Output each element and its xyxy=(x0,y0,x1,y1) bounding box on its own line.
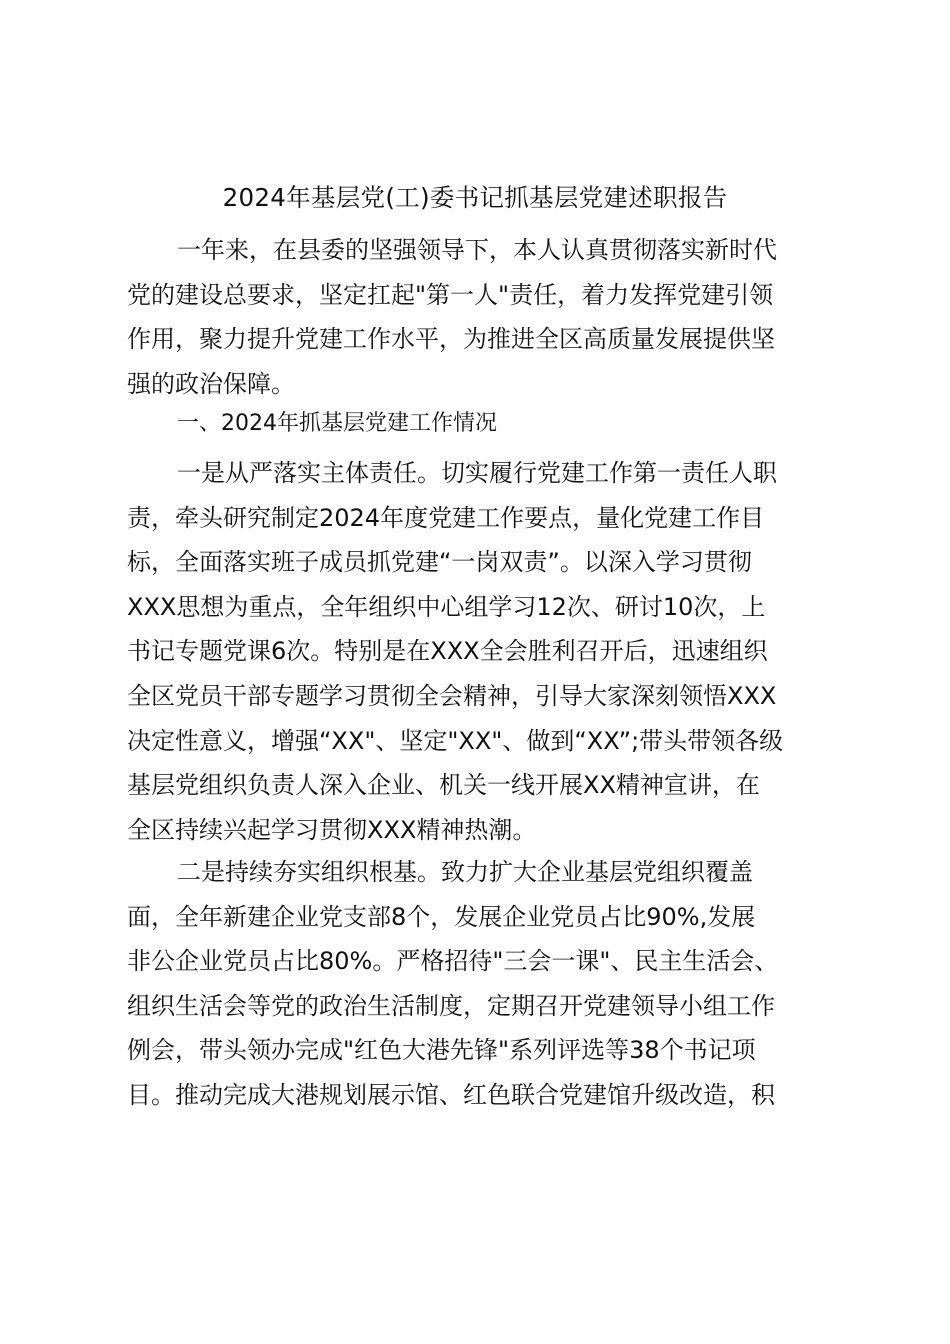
text-line: 一是从严落实主体责任。切实履行党建工作第一责任人职 xyxy=(177,459,777,487)
text-line: 一年来，在县委的坚强领导下，本人认真贯彻落实新时代 xyxy=(177,236,777,264)
section-heading: 一、2024年抓基层党建工作情况 xyxy=(177,411,497,436)
point-two-paragraph xyxy=(127,850,832,1118)
text-line: 二是持续夯实组织根基。致力扩大企业基层党组织覆盖 xyxy=(177,858,753,886)
text-line: 非公企业党员占比80%。严格招待"三会一课"、民主生活会、 xyxy=(127,947,779,976)
text-line: 强的政治保障。 xyxy=(127,369,295,398)
text-line: 决定性意义，增强“XX"、坚定"XX"、做到“XX”;带头带领各级 xyxy=(127,726,784,755)
document-title: 2024年基层党(工)委书记抓基层党建述职报告 xyxy=(222,183,728,212)
text-line: 作用，聚力提升党建工作水平，为推进全区高质量发展提供坚 xyxy=(127,325,775,354)
text-line: 目。推动完成大港规划展示馆、红色联合党建馆升级改造，积 xyxy=(127,1080,775,1109)
text-line: 全区持续兴起学习贯彻XXX精神热潮。 xyxy=(127,815,537,844)
text-line: 标，全面落实班子成员抓党建“一岗双责”。以深入学习贯彻 xyxy=(127,548,752,577)
text-line: XXX思想为重点，全年组织中心组学习12次、研讨10次，上 xyxy=(127,592,766,621)
text-line: 责，牵头研究制定2024年度党建工作要点，量化党建工作目 xyxy=(127,503,765,532)
text-line: 基层党组织负责人深入企业、机关一线开展XX精神宣讲，在 xyxy=(127,771,760,800)
text-line: 组织生活会等党的政治生活制度，定期召开党建领导小组工作 xyxy=(127,991,775,1020)
text-line: 面，全年新建企业党支部8个，发展企业党员占比90%,发展 xyxy=(127,902,756,931)
text-line: 例会，带头领办完成"红色大港先锋"系列评选等38个书记项 xyxy=(127,1036,756,1065)
point-one-paragraph xyxy=(127,451,832,852)
intro-paragraph xyxy=(127,228,832,406)
text-line: 党的建设总要求，坚定扛起"第一人"责任，着力发挥党建引领 xyxy=(127,280,774,309)
text-line: 全区党员干部专题学习贯彻全会精神，引导大家深刻领悟XXX xyxy=(127,681,777,710)
text-line: 书记专题党课6次。特别是在XXX全会胜利召开后，迅速组织 xyxy=(127,637,768,666)
